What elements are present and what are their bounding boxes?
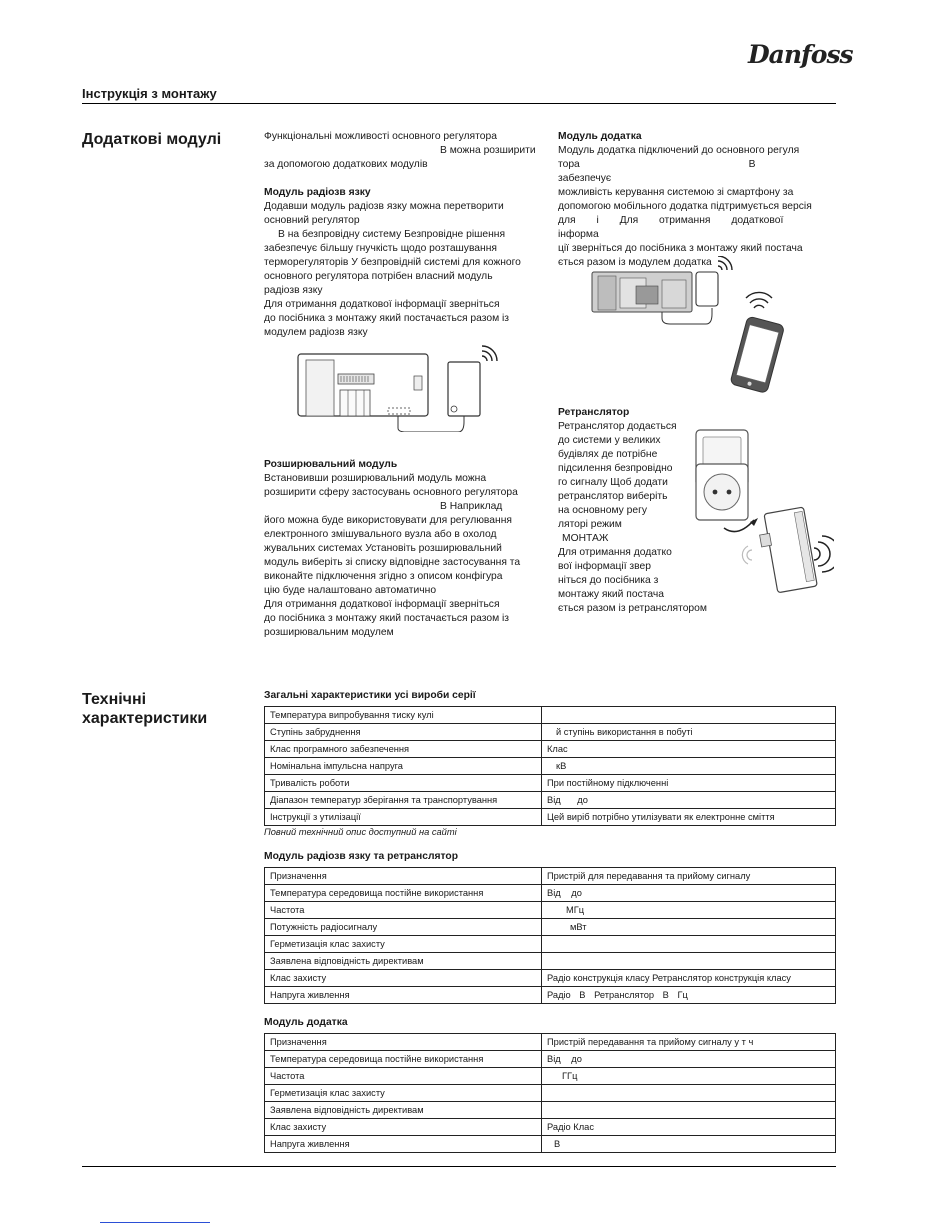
table-cell: Частота bbox=[265, 902, 542, 919]
table-cell: Температура випробування тиску кулі bbox=[265, 707, 542, 724]
table-row bbox=[265, 953, 836, 970]
app-body-line: можливість керування системою зі смартфону за bbox=[558, 187, 794, 198]
radio-module-illustration bbox=[296, 342, 506, 432]
table-row bbox=[265, 987, 836, 1004]
table-cell: Клас bbox=[542, 741, 836, 758]
table-cell: Заявлена відповідність директивам bbox=[265, 953, 542, 970]
table-row bbox=[265, 1034, 836, 1051]
intro-line: Функціональні можливості основного регулятора bbox=[264, 131, 497, 142]
radio-table-title: Модуль радіозв язку та ретранслятор bbox=[264, 851, 459, 862]
radio-module-heading: Модуль радіозв язку bbox=[264, 187, 371, 198]
table-row bbox=[265, 1136, 836, 1153]
repeater-body-line: Для отримання додатко bbox=[558, 547, 672, 558]
expansion-body-line: цію буде налаштовано автоматично bbox=[264, 585, 437, 596]
logo-text: Danfoss bbox=[748, 40, 853, 69]
table-row bbox=[265, 1119, 836, 1136]
table-row bbox=[265, 809, 836, 826]
table-cell: При постійному підключенні bbox=[542, 775, 836, 792]
left-column-bottom bbox=[264, 458, 544, 640]
radio-body-line: основний регулятор bbox=[264, 215, 360, 226]
table-row bbox=[265, 970, 836, 987]
app-module-heading: Модуль додатка bbox=[558, 131, 642, 142]
table-cell: Від до bbox=[542, 885, 836, 902]
expansion-body-line: жувальних системах Установіть розширювальний bbox=[264, 543, 502, 554]
table-row bbox=[265, 741, 836, 758]
page-header-title: Інструкція з монтажу bbox=[82, 86, 217, 101]
table-row bbox=[265, 902, 836, 919]
app-body-line: ється разом із модулем додатка bbox=[558, 257, 712, 268]
table-cell bbox=[542, 1085, 836, 1102]
power-socket-icon bbox=[696, 464, 748, 520]
table-cell: Пристрій передавання та прийому сигналу у т ч bbox=[542, 1034, 836, 1051]
radio-body-line: Для отримання додаткової інформації зверніться bbox=[264, 299, 500, 310]
expansion-body-line: розширити сферу застосувань основного регулятора bbox=[264, 487, 518, 498]
header-divider bbox=[82, 103, 836, 104]
table-cell: Номінальна імпульсна напруга bbox=[265, 758, 542, 775]
repeater-body-line: на основному регу bbox=[558, 505, 648, 516]
table-cell: Герметизація клас захисту bbox=[265, 1085, 542, 1102]
app-body-line: тора В забезпечує bbox=[558, 159, 756, 184]
table-cell: Клас захисту bbox=[265, 970, 542, 987]
radio-body-line: радіозв язку bbox=[264, 285, 323, 296]
radio-body-line: терморегуляторів У безпровідній системі для кожного bbox=[264, 257, 521, 268]
table-cell: Пристрій для передавання та прийому сигналу bbox=[542, 868, 836, 885]
table-cell: кВ bbox=[542, 758, 836, 775]
footer-divider bbox=[82, 1166, 836, 1167]
app-table-title: Модуль додатка bbox=[264, 1017, 348, 1028]
repeater-body-line: го сигналу Щоб додати bbox=[558, 477, 668, 488]
radio-body-line: Додавши модуль радіозв язку можна перетворити bbox=[264, 201, 504, 212]
wifi-signal-icon bbox=[482, 346, 497, 361]
repeater-body-line: монтажу який постача bbox=[558, 589, 664, 600]
table-row bbox=[265, 707, 836, 724]
table-row bbox=[265, 792, 836, 809]
table-cell: Призначення bbox=[265, 868, 542, 885]
table-cell: мВт bbox=[542, 919, 836, 936]
table-cell bbox=[542, 953, 836, 970]
radio-body-line: до посібника з монтажу який постачається разом із bbox=[264, 313, 510, 324]
table-cell: Температура середовища постійне використання bbox=[265, 1051, 542, 1068]
table-cell: Температура середовища постійне використання bbox=[265, 885, 542, 902]
smartphone-icon bbox=[730, 316, 785, 393]
expansion-body-line: електронного змішувального вузла або в охолод bbox=[264, 529, 497, 540]
table-cell: Герметизація клас захисту bbox=[265, 936, 542, 953]
radio-body-line: основного регулятора потрібен власний модуль bbox=[264, 271, 493, 282]
repeater-body-line: ляторі режим bbox=[558, 519, 622, 530]
table-row bbox=[265, 868, 836, 885]
expansion-module-heading: Розширювальний модуль bbox=[264, 459, 398, 470]
table-cell: Призначення bbox=[265, 1034, 542, 1051]
table-cell: Заявлена відповідність директивам bbox=[265, 1102, 542, 1119]
table-row bbox=[265, 936, 836, 953]
radio-body-line: забезпечує більшу гнучкість щодо розташування bbox=[264, 243, 497, 254]
table-cell: МГц bbox=[542, 902, 836, 919]
app-spec-table bbox=[264, 1033, 836, 1153]
intro-line: В можна розширити bbox=[440, 145, 536, 156]
expansion-body-line: виконайте підключення згідно з описом конфігура bbox=[264, 571, 503, 582]
table-cell bbox=[542, 1102, 836, 1119]
table-cell: Інструкції з утилізації bbox=[265, 809, 542, 826]
right-column-top bbox=[558, 130, 838, 270]
section-heading-modules: Додаткові модулі bbox=[82, 131, 222, 148]
repeater-body-line: Ретранслятор додається bbox=[558, 421, 677, 432]
repeater-body-line: до системи у великих bbox=[558, 435, 661, 446]
section-heading-tech-line1: Технічні bbox=[82, 691, 147, 708]
table-cell: Радіо Клас bbox=[542, 1119, 836, 1136]
table-cell: Діапазон температур зберігання та транспортування bbox=[265, 792, 542, 809]
general-table-title: Загальні характеристики усі вироби серії bbox=[264, 690, 476, 701]
table-cell: Ступінь забруднення bbox=[265, 724, 542, 741]
table-cell: Напруга живлення bbox=[265, 1136, 542, 1153]
table-row bbox=[265, 724, 836, 741]
table-cell: ГГц bbox=[542, 1068, 836, 1085]
section-heading-tech bbox=[82, 690, 207, 728]
table-row bbox=[265, 1102, 836, 1119]
expansion-body-line: до посібника з монтажу який постачається разом із bbox=[264, 613, 510, 624]
table-footnote: Повний технічний опис доступний на сайті bbox=[264, 827, 457, 837]
general-spec-table bbox=[264, 706, 836, 826]
repeater-body-line: ніться до посібника з bbox=[558, 575, 659, 586]
app-body-line: ції зверніться до посібника з монтажу який постача bbox=[558, 243, 803, 254]
radio-body-line: В на безпровідну систему Безпровідне рішення bbox=[278, 229, 506, 240]
section-heading-tech-line2: характеристики bbox=[82, 710, 208, 727]
table-cell: Напруга живлення bbox=[265, 987, 542, 1004]
expansion-body-line: В Наприклад bbox=[440, 501, 503, 512]
repeater-body-line: вої інформації звер bbox=[558, 561, 651, 572]
repeater-body-line: підсилення безпровідно bbox=[558, 463, 673, 474]
table-cell: Потужність радіосигналу bbox=[265, 919, 542, 936]
table-cell: Від до bbox=[542, 1051, 836, 1068]
repeater-body-line: ретранслятор виберіть bbox=[558, 491, 668, 502]
danfoss-logo bbox=[748, 40, 853, 76]
repeater-body-line: будівлях де потрібне bbox=[558, 449, 658, 460]
intro-line: за допомогою додаткових модулів bbox=[264, 159, 428, 170]
table-row bbox=[265, 758, 836, 775]
table-cell bbox=[542, 936, 836, 953]
table-cell: Тривалість роботи bbox=[265, 775, 542, 792]
repeater-body-line: МОНТАЖ bbox=[562, 533, 609, 544]
table-cell: Радіо В Ретранслятор В Гц bbox=[542, 987, 836, 1004]
footer-link-underline[interactable] bbox=[100, 1222, 210, 1223]
table-cell: Частота bbox=[265, 1068, 542, 1085]
app-body-line: Модуль додатка підключений до основного регуля bbox=[558, 145, 800, 156]
table-row bbox=[265, 775, 836, 792]
radio-spec-table bbox=[264, 867, 836, 1004]
expansion-body-line: Встановивши розширювальний модуль можна bbox=[264, 473, 487, 484]
expansion-body-line: Для отримання додаткової інформації зверніться bbox=[264, 599, 500, 610]
table-cell bbox=[542, 707, 836, 724]
table-cell: Цей виріб потрібно утилізувати як електронне сміття bbox=[542, 809, 836, 826]
expansion-body-line: модуль виберіть зі списку відповідне застосування та bbox=[264, 557, 521, 568]
repeater-illustration bbox=[694, 428, 834, 604]
repeater-heading: Ретранслятор bbox=[558, 407, 630, 418]
table-row bbox=[265, 1085, 836, 1102]
app-module-illustration bbox=[590, 256, 810, 396]
table-cell: Від до bbox=[542, 792, 836, 809]
table-row bbox=[265, 1068, 836, 1085]
table-cell: Радіо конструкція класу Ретранслятор конструкція класу bbox=[542, 970, 836, 987]
radio-body-line: модулем радіозв язку bbox=[264, 327, 368, 338]
app-body-line: для і Для отримання додаткової інформа bbox=[558, 215, 784, 240]
table-row bbox=[265, 919, 836, 936]
expansion-body-line: його можна буде використовувати для регулювання bbox=[264, 515, 512, 526]
table-row bbox=[265, 885, 836, 902]
table-cell: Клас програмного забезпечення bbox=[265, 741, 542, 758]
table-cell: й ступінь використання в побуті bbox=[542, 724, 836, 741]
left-column-top bbox=[264, 130, 542, 340]
table-cell: Клас захисту bbox=[265, 1119, 542, 1136]
repeater-body-line: ється разом із ретранслятором bbox=[558, 603, 707, 614]
app-body-line: допомогою мобільного додатка підтримується версія bbox=[558, 201, 812, 212]
expansion-body-line: розширювальним модулем bbox=[264, 627, 394, 638]
table-row bbox=[265, 1051, 836, 1068]
table-cell: В bbox=[542, 1136, 836, 1153]
